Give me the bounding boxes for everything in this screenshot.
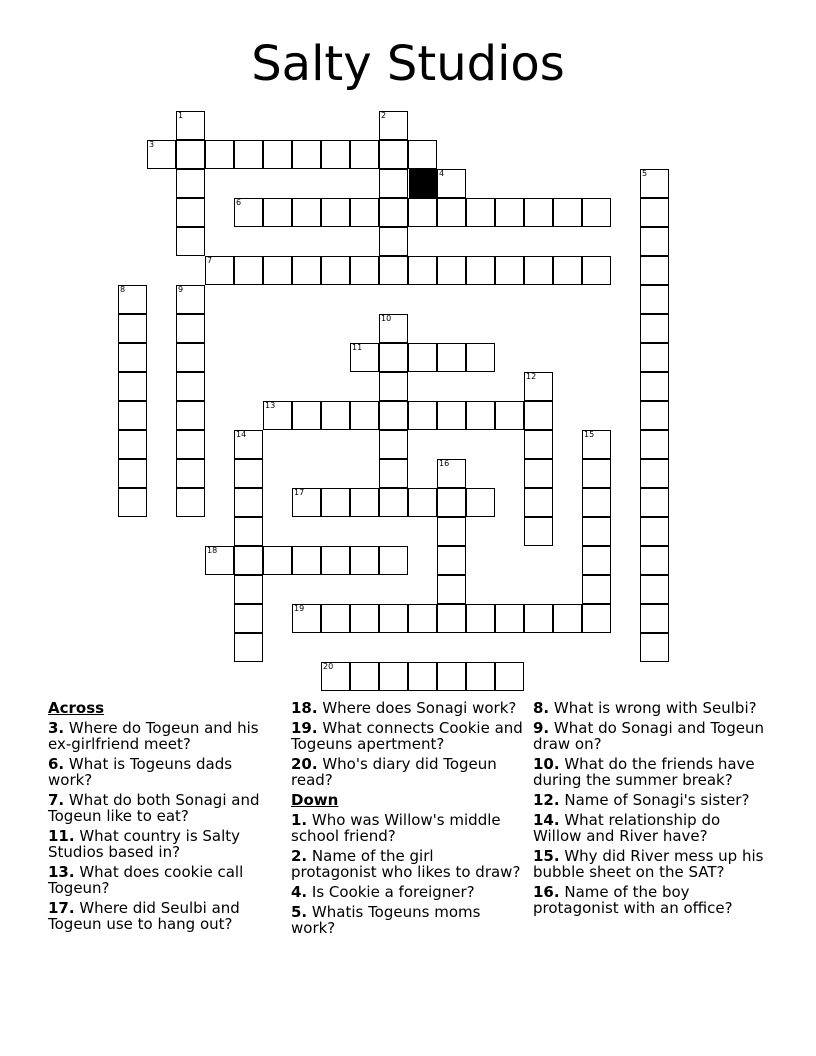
clue-number: 6	[236, 198, 242, 207]
clue	[533, 884, 765, 916]
black-cell	[409, 169, 438, 198]
clue-number: 3	[149, 140, 155, 149]
clue	[291, 884, 523, 900]
grid-cell[interactable]	[640, 488, 669, 517]
grid-cell[interactable]	[437, 604, 466, 633]
grid-cell[interactable]	[118, 430, 147, 459]
grid-cell[interactable]	[640, 517, 669, 546]
grid-cell[interactable]	[379, 343, 408, 372]
clue-text: What country is Salty Studios based in?	[48, 827, 241, 861]
grid-cell[interactable]	[640, 372, 669, 401]
grid-cell[interactable]	[640, 198, 669, 227]
grid-cell[interactable]	[379, 198, 408, 227]
grid-cell[interactable]	[176, 198, 205, 227]
clue-text: What does cookie call Togeun?	[48, 863, 244, 897]
grid-cell[interactable]	[176, 488, 205, 517]
grid-cell[interactable]	[234, 517, 263, 546]
grid-cell[interactable]	[379, 488, 408, 517]
grid-cell[interactable]	[176, 343, 205, 372]
grid-cell[interactable]	[321, 198, 350, 227]
clue	[48, 900, 280, 932]
grid-cell[interactable]	[234, 546, 263, 575]
grid-cell[interactable]	[582, 546, 611, 575]
grid-cell[interactable]	[437, 343, 466, 372]
grid-cell[interactable]	[437, 662, 466, 691]
grid-cell[interactable]	[524, 256, 553, 285]
grid-cell[interactable]	[553, 256, 582, 285]
grid-cell[interactable]	[640, 430, 669, 459]
grid-cell[interactable]	[408, 604, 437, 633]
grid-cell[interactable]	[466, 401, 495, 430]
grid-cell[interactable]	[234, 575, 263, 604]
page-title: Salty Studios	[251, 36, 565, 92]
grid-cell[interactable]	[379, 546, 408, 575]
clue-text: Name of Sonagi's sister?	[559, 791, 750, 809]
grid-cell[interactable]	[640, 343, 669, 372]
clue	[291, 904, 523, 936]
grid-cell[interactable]	[408, 256, 437, 285]
clue	[48, 756, 280, 788]
grid-cell[interactable]	[582, 575, 611, 604]
grid-cell[interactable]	[640, 459, 669, 488]
clue-number: 16	[439, 459, 450, 468]
grid-cell[interactable]	[524, 488, 553, 517]
grid-cell[interactable]	[321, 604, 350, 633]
grid-cell[interactable]	[350, 256, 379, 285]
clue-text: What do Sonagi and Togeun draw on?	[533, 719, 764, 753]
grid-cell[interactable]	[640, 604, 669, 633]
grid-cell[interactable]	[379, 662, 408, 691]
across-clue-list	[48, 720, 280, 932]
grid-cell[interactable]	[176, 140, 205, 169]
clue	[48, 828, 280, 860]
grid-cell[interactable]	[553, 604, 582, 633]
grid-cell[interactable]	[524, 517, 553, 546]
down-heading: Down	[291, 791, 339, 809]
grid-cell[interactable]	[524, 459, 553, 488]
clue-text: What do the friends have during the summer break?	[533, 755, 755, 789]
clues-column-2	[291, 700, 523, 940]
clue-number-label: 1.	[291, 811, 308, 829]
grid-cell[interactable]	[582, 256, 611, 285]
grid-cell[interactable]	[437, 546, 466, 575]
grid-cell[interactable]	[292, 401, 321, 430]
grid-cell[interactable]	[466, 488, 495, 517]
grid-cell[interactable]	[466, 343, 495, 372]
grid-cell[interactable]	[640, 256, 669, 285]
clue-number-label: 12.	[533, 791, 560, 809]
clue-number-label: 11.	[48, 827, 75, 845]
grid-cell[interactable]	[176, 314, 205, 343]
grid-cell[interactable]	[640, 314, 669, 343]
grid-cell[interactable]	[176, 430, 205, 459]
grid-cell[interactable]	[176, 401, 205, 430]
grid-cell[interactable]	[321, 488, 350, 517]
grid-cell[interactable]	[640, 546, 669, 575]
grid-cell[interactable]	[466, 256, 495, 285]
grid-cell[interactable]	[321, 546, 350, 575]
clue	[533, 812, 765, 844]
grid-cell[interactable]	[379, 227, 408, 256]
clue	[291, 812, 523, 844]
across-clue-list-continued	[291, 700, 523, 788]
clue	[533, 700, 765, 716]
clue-text: Name of the boy protagonist with an office?	[533, 883, 733, 917]
grid-cell[interactable]	[640, 575, 669, 604]
grid-cell[interactable]	[495, 256, 524, 285]
clue	[533, 848, 765, 880]
clue	[48, 792, 280, 824]
clue-number: 20	[323, 662, 334, 671]
clues-column-3	[533, 700, 765, 920]
down-clue-list-continued	[533, 700, 765, 916]
grid-cell[interactable]	[292, 256, 321, 285]
clue-number-label: 16.	[533, 883, 560, 901]
clue-number: 10	[381, 314, 392, 323]
grid-cell[interactable]	[176, 169, 205, 198]
clue	[291, 720, 523, 752]
grid-cell[interactable]	[408, 662, 437, 691]
clue-text: Who was Willow's middle school friend?	[291, 811, 501, 845]
clues-column-1	[48, 700, 280, 936]
clue-number-label: 10.	[533, 755, 560, 773]
clue-number: 7	[207, 256, 213, 265]
clue-text: What relationship do Willow and River have?	[533, 811, 721, 845]
clue-text: What connects Cookie and Togeuns apertment?	[291, 719, 523, 753]
clue-number: 1	[178, 111, 184, 120]
grid-cell[interactable]	[495, 662, 524, 691]
down-clue-list	[291, 812, 523, 936]
clue-text: Is Cookie a foreigner?	[307, 883, 475, 901]
grid-cell[interactable]	[118, 343, 147, 372]
grid-cell[interactable]	[234, 488, 263, 517]
grid-cell[interactable]	[408, 198, 437, 227]
clue-text: Where do Togeun and his ex-girlfriend meet?	[48, 719, 259, 753]
grid-cell[interactable]	[292, 198, 321, 227]
grid-cell[interactable]	[321, 401, 350, 430]
clue-number: 19	[294, 604, 305, 613]
grid-cell[interactable]	[263, 198, 292, 227]
grid-cell[interactable]	[437, 256, 466, 285]
grid-cell[interactable]	[466, 662, 495, 691]
grid-cell[interactable]	[205, 140, 234, 169]
grid-cell[interactable]	[118, 459, 147, 488]
grid-cell[interactable]	[640, 285, 669, 314]
grid-cell[interactable]	[350, 401, 379, 430]
grid-cell[interactable]	[176, 372, 205, 401]
clue-number: 12	[526, 372, 537, 381]
clue-text: Name of the girl protagonist who likes to draw?	[291, 847, 521, 881]
clue-number: 15	[584, 430, 595, 439]
grid-cell[interactable]	[408, 343, 437, 372]
grid-cell[interactable]	[640, 633, 669, 662]
clue-number-label: 18.	[291, 699, 318, 717]
grid-cell[interactable]	[176, 227, 205, 256]
clue-number: 14	[236, 430, 247, 439]
clue-number-label: 6.	[48, 755, 65, 773]
clue-text: Who's diary did Togeun read?	[291, 755, 497, 789]
clue-number-label: 2.	[291, 847, 308, 865]
clue-text: What is wrong with Seulbi?	[549, 699, 757, 717]
grid-cell[interactable]	[553, 198, 582, 227]
grid-cell[interactable]	[379, 256, 408, 285]
clue	[291, 700, 523, 716]
grid-cell[interactable]	[379, 604, 408, 633]
grid-cell[interactable]	[524, 401, 553, 430]
grid-cell[interactable]	[379, 401, 408, 430]
clue-number-label: 20.	[291, 755, 318, 773]
across-heading: Across	[48, 699, 105, 717]
clue-number-label: 4.	[291, 883, 308, 901]
grid-cell[interactable]	[263, 140, 292, 169]
clue-number-label: 13.	[48, 863, 75, 881]
grid-cell[interactable]	[263, 546, 292, 575]
grid-cell[interactable]	[408, 140, 437, 169]
clue-number: 5	[642, 169, 648, 178]
grid-cell[interactable]	[321, 256, 350, 285]
grid-cell[interactable]	[321, 140, 350, 169]
grid-cell[interactable]	[379, 140, 408, 169]
clue-number: 2	[381, 111, 387, 120]
clue-number-label: 7.	[48, 791, 65, 809]
grid-cell[interactable]	[118, 401, 147, 430]
clue-text: Whatis Togeuns moms work?	[291, 903, 481, 937]
grid-cell[interactable]	[495, 198, 524, 227]
clue-text: Where does Sonagi work?	[317, 699, 517, 717]
grid-cell[interactable]	[582, 604, 611, 633]
grid-cell[interactable]	[350, 604, 379, 633]
grid-cell[interactable]	[408, 401, 437, 430]
clue	[48, 720, 280, 752]
grid-cell[interactable]	[437, 198, 466, 227]
grid-cell[interactable]	[524, 430, 553, 459]
grid-cell[interactable]	[408, 488, 437, 517]
grid-cell[interactable]	[350, 662, 379, 691]
clue	[533, 792, 765, 808]
clue-number-label: 14.	[533, 811, 560, 829]
clue-number: 11	[352, 343, 363, 352]
grid-cell[interactable]	[379, 459, 408, 488]
clue-number: 18	[207, 546, 218, 555]
grid-cell[interactable]	[379, 430, 408, 459]
grid-cell[interactable]	[350, 546, 379, 575]
grid-cell[interactable]	[437, 401, 466, 430]
clue-text: What do both Sonagi and Togeun like to eat?	[48, 791, 260, 825]
grid-cell[interactable]	[234, 140, 263, 169]
clue-number: 9	[178, 285, 184, 294]
grid-cell[interactable]	[466, 604, 495, 633]
grid-cell[interactable]	[234, 633, 263, 662]
grid-cell[interactable]	[437, 575, 466, 604]
grid-cell[interactable]	[582, 517, 611, 546]
grid-cell[interactable]	[234, 459, 263, 488]
grid-cell[interactable]	[466, 198, 495, 227]
clue-number-label: 15.	[533, 847, 560, 865]
clue-number: 8	[120, 285, 126, 294]
grid-cell[interactable]	[234, 256, 263, 285]
grid-cell[interactable]	[176, 459, 205, 488]
clue-number-label: 17.	[48, 899, 75, 917]
clue-number: 4	[439, 169, 445, 178]
clue	[291, 848, 523, 880]
clue-number-label: 5.	[291, 903, 308, 921]
clue-number: 13	[265, 401, 276, 410]
grid-cell[interactable]	[437, 488, 466, 517]
grid-cell[interactable]	[350, 198, 379, 227]
grid-cell[interactable]	[292, 546, 321, 575]
clue-number-label: 8.	[533, 699, 550, 717]
grid-cell[interactable]	[524, 604, 553, 633]
clue	[48, 864, 280, 896]
grid-cell[interactable]	[495, 604, 524, 633]
grid-cell[interactable]	[350, 488, 379, 517]
grid-cell[interactable]	[495, 401, 524, 430]
clue-number-label: 9.	[533, 719, 550, 737]
grid-cell[interactable]	[524, 198, 553, 227]
grid-cell[interactable]	[640, 227, 669, 256]
grid-cell[interactable]	[437, 517, 466, 546]
grid-cell[interactable]	[118, 372, 147, 401]
grid-cell[interactable]	[118, 488, 147, 517]
grid-cell[interactable]	[234, 604, 263, 633]
clue-text: Why did River mess up his bubble sheet on the SAT?	[533, 847, 764, 881]
clue-text: Where did Seulbi and Togeun use to hang out?	[48, 899, 240, 933]
grid-cell[interactable]	[582, 198, 611, 227]
grid-cell[interactable]	[640, 401, 669, 430]
grid-cell[interactable]	[582, 488, 611, 517]
clue-text: What is Togeuns dads work?	[48, 755, 233, 789]
clue-number: 17	[294, 488, 305, 497]
clue-number-label: 19.	[291, 719, 318, 737]
grid-cell[interactable]	[582, 459, 611, 488]
grid-cell[interactable]	[118, 314, 147, 343]
grid-cell[interactable]	[379, 372, 408, 401]
grid-cell[interactable]	[350, 140, 379, 169]
grid-cell[interactable]	[292, 140, 321, 169]
grid-cell[interactable]	[263, 256, 292, 285]
clue	[291, 756, 523, 788]
clue	[533, 720, 765, 752]
clue	[533, 756, 765, 788]
clue-number-label: 3.	[48, 719, 65, 737]
grid-cell[interactable]	[379, 169, 408, 198]
